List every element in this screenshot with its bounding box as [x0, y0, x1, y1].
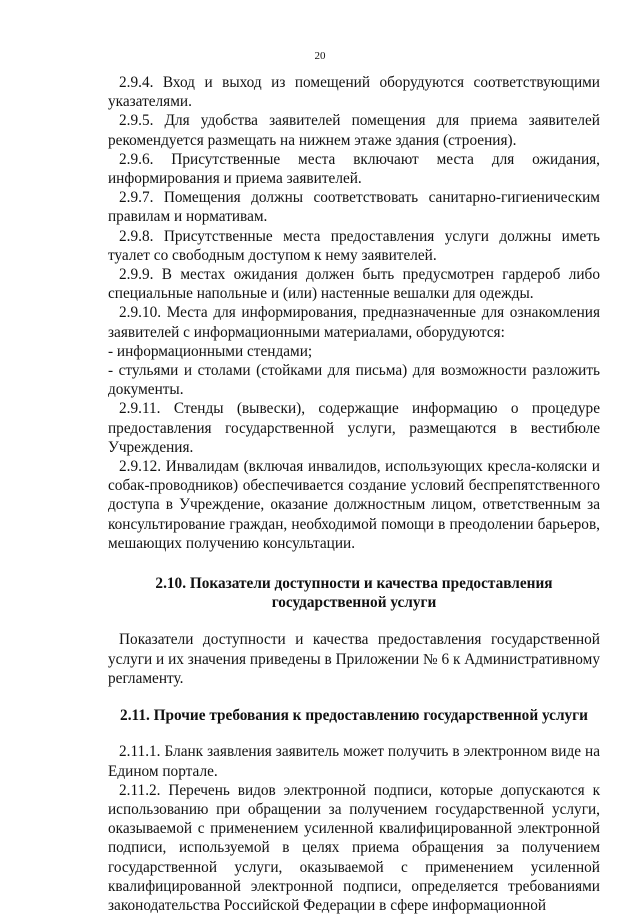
- page-number: 20: [314, 50, 326, 62]
- section-heading-2-10: 2.10. Показатели доступности и качества предоставления государственной услуги: [155, 575, 553, 612]
- paragraph-2-9-10: 2.9.10. Места для информирования, предназначенные для ознакомления заявителей с информационными материалами, оборудуются:: [108, 304, 600, 341]
- paragraph-2-9-12: 2.9.12. Инвалидам (включая инвалидов, использующих кресла-коляски и собак-проводников) обеспечивается создание условий беспрепятственного доступа в Учреждение, оказание должностным лицом, ответственным за консультирование граждан, необходимой помощи в преодолении барьеров, мешающих получению консультации.: [108, 458, 600, 552]
- paragraph-2-9-8: 2.9.8. Присутственные места предоставления услуги должны иметь туалет со свободным доступом к нему заявителей.: [108, 227, 600, 264]
- paragraph-2-9-9: 2.9.9. В местах ожидания должен быть предусмотрен гардероб либо специальные напольные и (или) настенные вешалки для одежды.: [108, 266, 600, 303]
- paragraph-2-11-2: 2.11.2. Перечень видов электронной подписи, которые допускаются к использованию при обращении за получением государственной услуги, оказываемой с применением усиленной квалифицированной электронной подписи, используемой в целях приема обращения за получением государственной услуги, оказываемой с применением усиленной квалифицированной электронной подписи, определяется требованиями законодательства Российской Федерации в сфере информационной: [108, 781, 600, 914]
- paragraph-2-9-11: 2.9.11. Стенды (вывески), содержащие информацию о процедуре предоставления государственной услуги, размещаются в вестибюле Учреждения.: [108, 400, 600, 456]
- page-body: [108, 73, 600, 915]
- section-heading-2-11: 2.11. Прочие требования к предоставлению государственной услуги: [120, 707, 588, 725]
- paragraph-2-9-7: 2.9.7. Помещения должны соответствовать санитарно-гигиеническим правилам и нормативам.: [108, 189, 600, 226]
- list-item-stands: - информационными стендами;: [108, 342, 313, 360]
- paragraph-2-10: Показатели доступности и качества предоставления государственной услуги и их значения приведены в Приложении № 6 к Административному регламенту.: [108, 631, 600, 687]
- paragraph-2-9-6: 2.9.6. Присутственные места включают места для ожидания, информирования и приема заявителей.: [108, 150, 600, 188]
- list-item-chairs-tables: - стульями и столами (стойками для письма) для возможности разложить документы.: [108, 362, 600, 399]
- paragraph-2-9-4: 2.9.4. Вход и выход из помещений оборудуются соответствующими указателями.: [108, 74, 600, 111]
- paragraph-2-9-5: 2.9.5. Для удобства заявителей помещения для приема заявителей рекомендуется размещать на нижнем этаже здания (строения).: [108, 112, 600, 149]
- paragraph-2-11-1: 2.11.1. Бланк заявления заявитель может получить в электронном виде на Едином портале.: [108, 743, 600, 780]
